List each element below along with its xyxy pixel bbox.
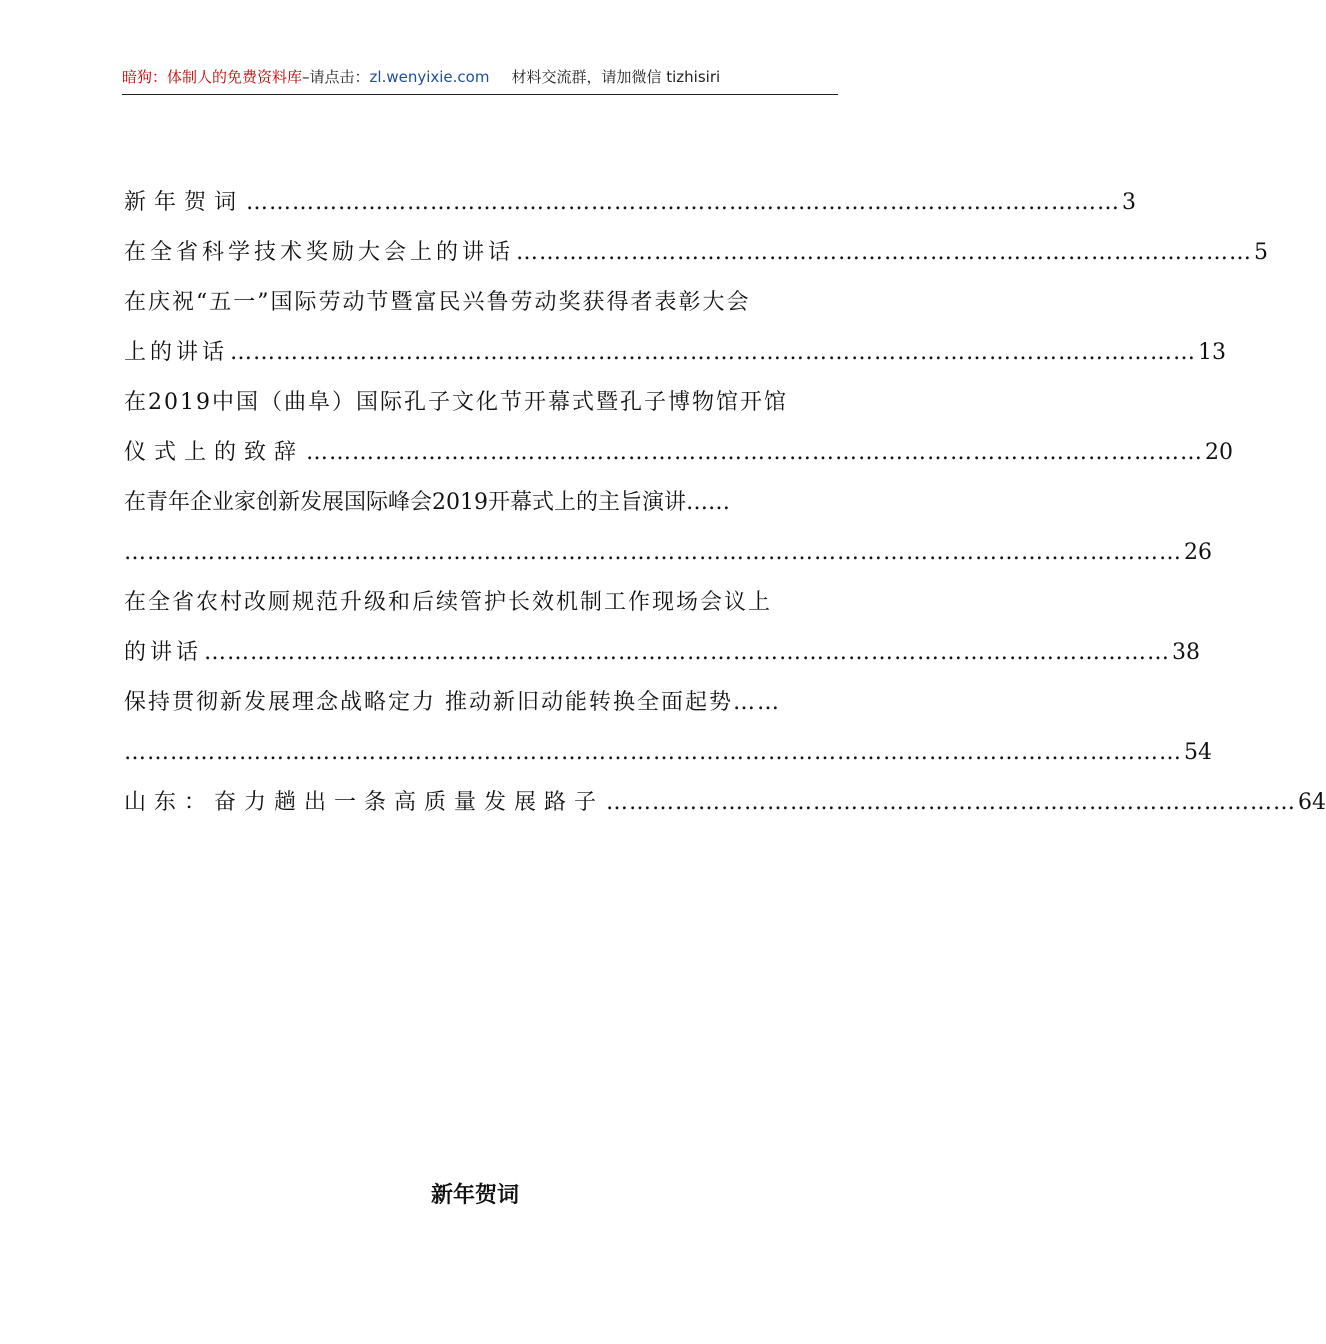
group-note: 材料交流群，请加微信 tizhisiri <box>511 68 721 86</box>
toc-page-number: 3 <box>1122 190 1137 215</box>
toc-entry-title-cont: 上的讲话 <box>124 340 229 365</box>
toc-page-number: 5 <box>1254 240 1269 265</box>
toc-leader-dots: ……………………………………………………………………………………………………… <box>306 440 1204 465</box>
toc-entry[interactable] <box>124 328 1227 378</box>
toc-entry-title: 在青年企业家创新发展国际峰会2019开幕式上的主旨演讲…… <box>124 490 730 515</box>
toc-entry[interactable] <box>124 628 1201 678</box>
toc-leader-dots: ……………………………………………………………………………………………………………… <box>204 640 1171 665</box>
site-url-link[interactable]: zl.wenyixie.com <box>369 68 490 86</box>
site-name: 暗狗：体制人的免费资料库 <box>122 68 303 86</box>
toc-leader-dots: …………………………………………………………………………………… <box>516 240 1253 265</box>
click-prompt: –请点击： <box>302 68 370 86</box>
toc-entry[interactable] <box>124 178 1137 228</box>
toc-page-number: 20 <box>1205 440 1234 465</box>
toc-page-number: 38 <box>1172 640 1201 665</box>
toc-leader-dots: ……………………………………………………………………………………………………………… <box>230 340 1197 365</box>
toc-leader-dots: …………………………………………………………………………………………………… <box>246 190 1121 215</box>
section-heading: 新年贺词 <box>430 1183 519 1208</box>
toc-entry-title: 保持贯彻新发展理念战略定力 推动新旧动能转换全面起势…… <box>124 690 781 715</box>
toc-entry-title: 山东：奋力趟出一条高质量发展路子 <box>124 790 605 815</box>
toc-entry-line[interactable] <box>124 478 836 528</box>
toc-entry-title-cont: 的讲话 <box>124 640 203 665</box>
toc-entry-title: 在2019中国（曲阜）国际孔子文化节开幕式暨孔子博物馆开馆 <box>124 390 788 415</box>
toc-entry-line[interactable] <box>124 578 836 628</box>
toc-entry-line[interactable] <box>124 378 836 428</box>
toc-leader-dots: ………………………………………………………………………………………………………………………… <box>124 740 1182 765</box>
toc-entry[interactable] <box>124 728 1212 778</box>
toc-leader-dots: ………………………………………………………………………………………………………………………… <box>124 540 1182 565</box>
toc-entry-title: 新年贺词 <box>124 190 245 215</box>
toc-page-number: 64 <box>1298 790 1326 815</box>
toc-entry-title: 在全省科学技术奖励大会上的讲话 <box>124 240 515 265</box>
toc-page-number: 13 <box>1198 340 1227 365</box>
toc-entry-title: 在全省农村改厕规范升级和后续管护长效机制工作现场会议上 <box>124 590 773 615</box>
toc-page-number: 26 <box>1184 540 1212 565</box>
page-header <box>122 66 838 95</box>
toc-entry-line[interactable] <box>124 678 836 728</box>
toc-entry[interactable] <box>124 428 1234 478</box>
toc-entry[interactable] <box>124 528 1212 578</box>
toc-page-number: 54 <box>1184 740 1212 765</box>
table-of-contents <box>124 178 1326 828</box>
toc-entry[interactable] <box>124 778 1326 828</box>
toc-entry-title-cont: 仪式上的致辞 <box>124 440 305 465</box>
toc-entry-line[interactable] <box>124 278 836 328</box>
toc-leader-dots: ……………………………………………………………………………… <box>606 790 1297 815</box>
toc-entry[interactable] <box>124 228 1269 278</box>
toc-entry-title: 在庆祝“五一”国际劳动节暨富民兴鲁劳动奖获得者表彰大会 <box>124 290 751 315</box>
